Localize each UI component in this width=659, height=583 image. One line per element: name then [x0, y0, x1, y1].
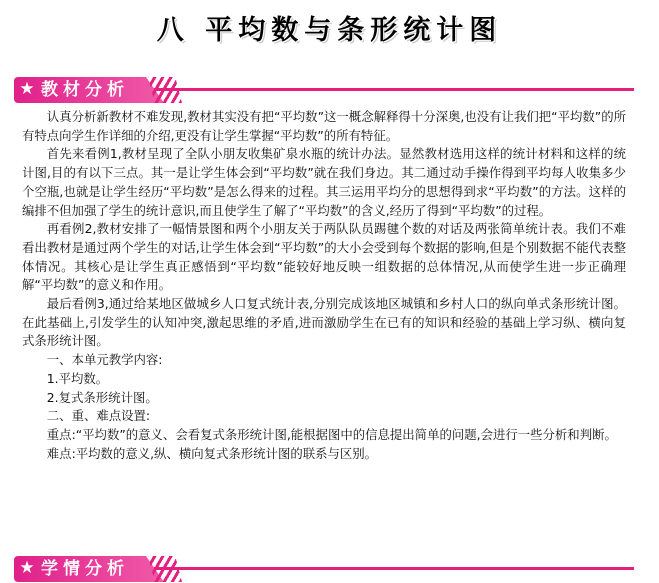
- paragraph: 再看例2,教材安排了一幅情景图和两个小朋友关于两队队员踢毽个数的对话及两张简单统计表。我们不难看出教材是通过两个学生的对话,让学生体会到“平均数”的大小会受到每个数据的影响,但是个别数据不能代表整体情况。其核心是让学生真正感悟到“平均数”能较好地反映一组数据的总体情况,从而使学生进一步正确理解“平均数”的意义和作用。: [22, 221, 626, 293]
- page-title: 八 平均数与条形统计图: [156, 15, 503, 46]
- list-item: 2.复式条形统计图。: [46, 389, 158, 405]
- section-label: 学情分析: [41, 559, 129, 579]
- key-point: 重点:“平均数”的意义、会看复式条形统计图,能根据图中的信息提出简单的问题,会进行一些分析和判断。: [46, 426, 617, 442]
- star-icon: ★: [19, 558, 35, 578]
- section-header-learning-analysis: [14, 556, 634, 582]
- body-text: [22, 108, 626, 463]
- list-item: 1.平均数。: [46, 370, 109, 386]
- section-label: 教材分析: [41, 80, 129, 100]
- list-heading: 二、重、难点设置:: [46, 408, 151, 424]
- paragraph: 首先来看例1,教材呈现了全队小朋友收集矿泉水瓶的统计办法。显然教材选用这样的统计材料和这样的统计图,目的有以下三点。其一是让学生体会到“平均数”就在我们身边。其二通过动手操作得到平均每人收集多少个空瓶,也就是让学生经历“平均数”是怎么得来的过程。其三运用平均分的思想得到求“平均数”的方法。这样的编排不但加强了学生的统计意识,而且使学生了解了“平均数”的含义,经历了得到“平均数”的过程。: [22, 146, 626, 218]
- paragraph: 认真分析新教材不难发现,教材其实没有把“平均数”这一概念解释得十分深奥,也没有让我们把“平均数”的所有特点向学生作详细的介绍,更没有让学生掌握“平均数”的所有特征。: [22, 109, 626, 143]
- list-heading: 一、本单元教学内容:: [46, 352, 163, 368]
- section-header-textbook-analysis: [14, 77, 634, 103]
- paragraph: 最后看例3,通过给某地区做城乡人口复式统计表,分别完成该地区城镇和乡村人口的纵向单式条形统计图。在此基础上,引发学生的认知冲突,激起思维的矛盾,进而激励学生在已有的知识和经验的基础上学习纵、横向复式条形统计图。: [22, 296, 626, 349]
- star-icon: ★: [19, 79, 35, 99]
- difficult-point: 难点:平均数的意义,纵、横向复式条形统计图的联系与区别。: [46, 445, 378, 461]
